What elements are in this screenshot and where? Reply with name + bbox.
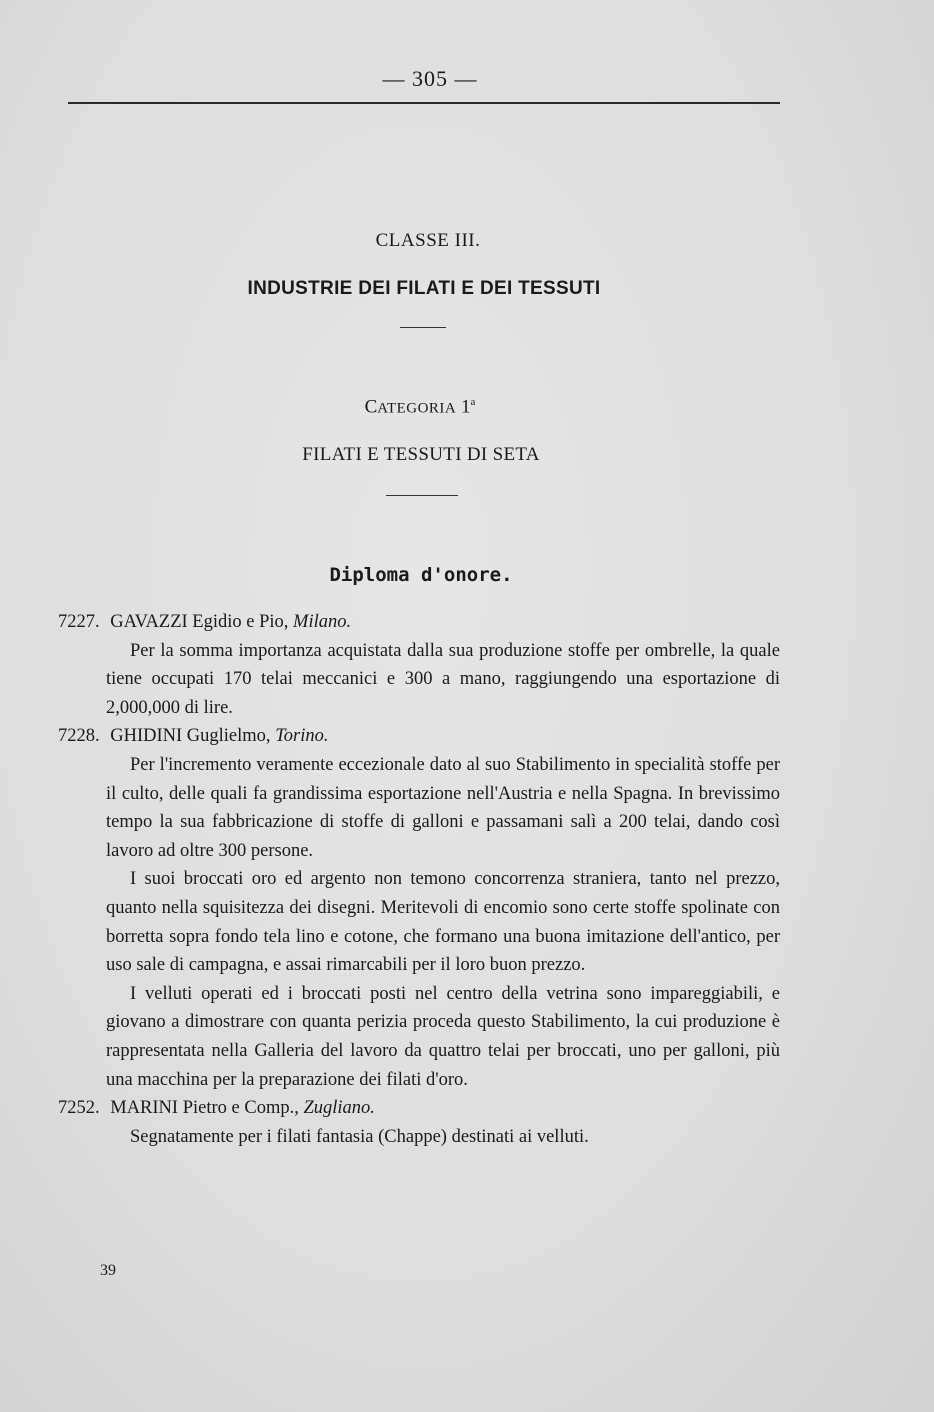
entries-body: [58, 608, 780, 1151]
entry-paragraph: Per la somma importanza acquistata dalla sua produzione stoffe per ombrelle, la quale tiene occupati 170 telai meccanici e 300 a mano, raggiungendo una esportazione di 2,000,000 di lire.: [106, 640, 780, 718]
category-title: [0, 396, 840, 418]
section-divider: [400, 327, 446, 328]
entry-number: 7228.: [58, 726, 100, 747]
entry-paragraph: Segnatamente per i filati fantasia (Chappe) destinati ai velluti.: [130, 1126, 589, 1147]
entry-heading: [58, 1094, 780, 1123]
subcategory-title: FILATI E TESSUTI DI SETA: [302, 444, 540, 465]
entry-city: Zugliano.: [303, 1098, 375, 1119]
category-superscript: a: [470, 396, 476, 408]
entry-heading: [58, 722, 780, 751]
header-rule: [68, 102, 780, 104]
entry-number: 7227.: [58, 612, 100, 632]
section-title: INDUSTRIE DEI FILATI E DEI TESSUTI: [247, 278, 601, 299]
category-prefix: C: [364, 396, 378, 418]
entry-name: MARINI Pietro e Comp.,: [110, 1098, 299, 1119]
entry-heading: [58, 608, 780, 637]
entry-city: Torino.: [275, 726, 329, 747]
signature-mark: 39: [100, 1262, 116, 1279]
category-number: 1: [461, 396, 471, 418]
entry-name: GAVAZZI Egidio e Pio,: [110, 612, 289, 632]
category-small-caps: ATEGORIA: [377, 400, 457, 417]
entry-name: GHIDINI Guglielmo,: [110, 726, 271, 747]
entry-number: 7252.: [58, 1098, 100, 1119]
subcategory-divider: [386, 495, 458, 496]
award-heading: Diploma d'onore.: [329, 564, 513, 586]
entry-paragraph: I velluti operati ed i broccati posti nel centro della vetrina sono impareggiabili, e giovano a dimostrare con quanta perizia proceda questo Stabilimento, la cui produzione è rappresentata nella Galleria del lavoro da quattro telai per broccati, uno per galloni, più una macchina per la preparazione dei filati d'oro.: [106, 983, 780, 1090]
class-title: CLASSE III.: [375, 230, 481, 251]
entry-paragraph: Per l'incremento veramente eccezionale dato al suo Stabilimento in specialità stoffe per il culto, delle quali fa grandissima esportazione nell'Austria e nella Spagna. In brevissimo tempo la sua fabbricazione di stoffe di galloni e passamani salì a 200 telai, dando così lavoro ad oltre 300 persone.: [106, 754, 780, 861]
entry-city: Milano.: [293, 612, 352, 632]
page-number: — 305 —: [382, 66, 478, 91]
entry-paragraph: I suoi broccati oro ed argento non temono concorrenza straniera, tanto nel prezzo, quanto nella squisitezza dei disegni. Meritevoli di encomio sono certe stoffe spolinate con borretta sopra fondo tela lino e cotone, che formano una buona imitazione dell'antico, per uso sale di campagna, e assai rimarcabili per il loro buon prezzo.: [106, 869, 780, 976]
